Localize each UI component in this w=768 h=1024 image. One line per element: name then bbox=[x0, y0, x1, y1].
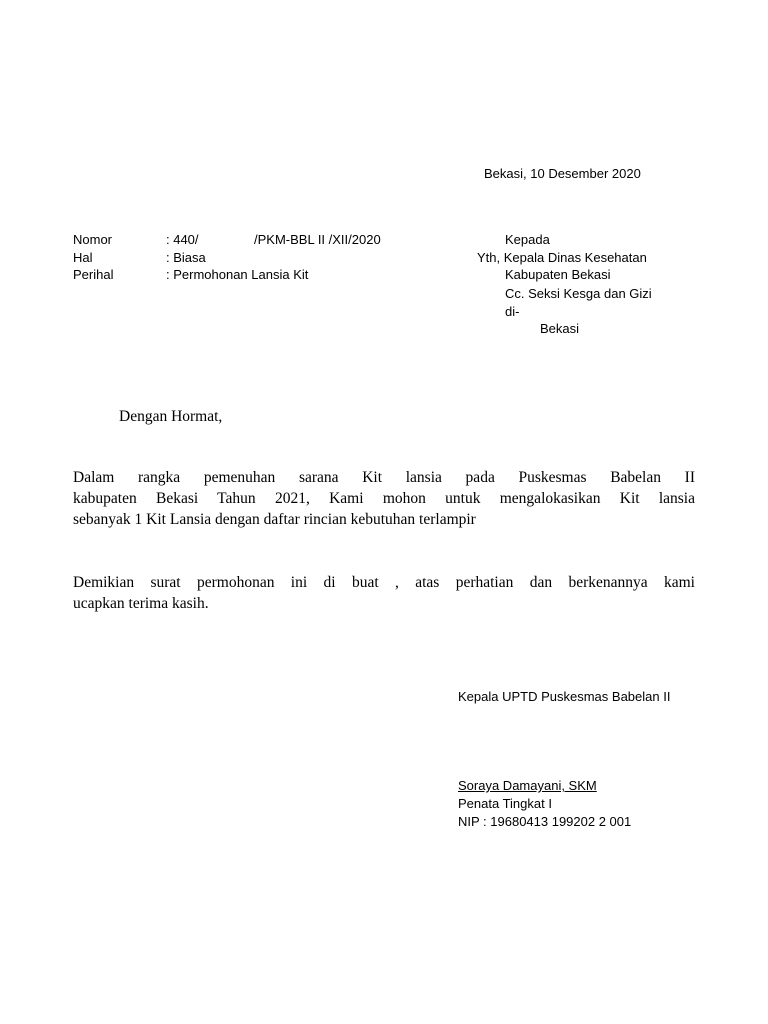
recipient-cc: Cc. Seksi Kesga dan Gizi bbox=[505, 286, 652, 301]
body-paragraph-2 bbox=[73, 572, 695, 614]
nomor-label: Nomor bbox=[73, 232, 113, 247]
hal-value: : Biasa bbox=[166, 250, 206, 265]
paragraph-1-line: sebanyak 1 Kit Lansia dengan daftar rincian kebutuhan terlampir bbox=[73, 511, 476, 528]
nomor-value-suffix: /PKM-BBL II /XII/2020 bbox=[254, 232, 381, 247]
recipient-kabupaten: Kabupaten Bekasi bbox=[505, 267, 611, 282]
signatory-rank: Penata Tingkat I bbox=[458, 796, 552, 811]
salutation: Dengan Hormat, bbox=[119, 408, 223, 425]
signature-title: Kepala UPTD Puskesmas Babelan II bbox=[458, 689, 671, 704]
paragraph-2-line: Demikian surat permohonan ini di buat , atas perhatian dan berkenannya kami bbox=[73, 574, 695, 591]
recipient-di: di- bbox=[505, 304, 520, 319]
perihal-label: Perihal bbox=[73, 267, 114, 282]
paragraph-1-line: kabupaten Bekasi Tahun 2021, Kami mohon untuk mengalokasikan Kit lansia bbox=[73, 490, 695, 507]
body-paragraph-1 bbox=[73, 467, 695, 530]
perihal-value: : Permohonan Lansia Kit bbox=[166, 267, 309, 282]
hal-label: Hal bbox=[73, 250, 93, 265]
recipient-yth: Yth, Kepala Dinas Kesehatan bbox=[477, 250, 647, 265]
recipient-kepada: Kepada bbox=[505, 232, 550, 247]
signatory-nip: NIP : 19680413 199202 2 001 bbox=[458, 814, 632, 829]
recipient-city: Bekasi bbox=[540, 321, 580, 336]
nomor-value-prefix: : 440/ bbox=[166, 232, 199, 247]
paragraph-1-line: Dalam rangka pemenuhan sarana Kit lansia pada Puskesmas Babelan II bbox=[73, 469, 695, 486]
letter-date: Bekasi, 10 Desember 2020 bbox=[484, 166, 641, 181]
paragraph-2-line: ucapkan terima kasih. bbox=[73, 595, 209, 612]
signatory-name: Soraya Damayani, SKM bbox=[458, 778, 597, 793]
